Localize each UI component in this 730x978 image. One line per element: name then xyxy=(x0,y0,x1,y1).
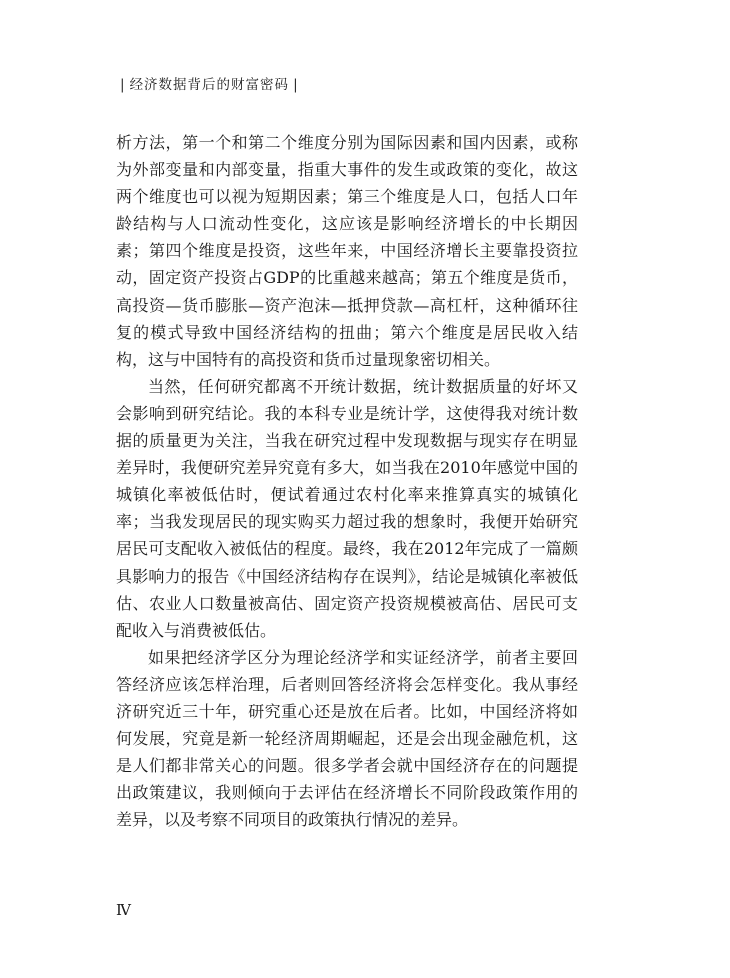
header-divider-left: | xyxy=(120,77,126,93)
paragraph-economics: 如果把经济学区分为理论经济学和实证经济学，前者主要回答经济应该怎样治理，后者则回答经济将会怎样变化。我从事经济研究近三十年，研究重心还是放在后者。比如，中国经济将如何发展，究竟是新一轮经济周期崛起，还是会出现金融危机，这是人们都非常关心的问题。很多学者会就中国经济存在的问题提出政策建议，我则倾向于去评估在经济增长不同阶段政策作用的差异，以及考察不同项目的政策执行情况的差异。 xyxy=(116,647,578,830)
paragraph-continuation: 析方法，第一个和第二个维度分别为国际因素和国内因素，或称为外部变量和内部变量，指重大事件的发生或政策的变化，故这两个维度也可以视为短期因素；第三个维度是人口，包括人口年龄结构与人口流动性变化，这应该是影响经济增长的中长期因素；第四个维度是投资，这些年来，中国经济增长主要靠投资拉动，固定资产投资占GDP的比重越来越高；第五个维度是货币，高投资—货币膨胀—资产泡沫—抵押贷款—高杠杆，这种循环往复的模式导致中国经济结构的扭曲；第六个维度是居民收入结构，这与中国特有的高投资和货币过量现象密切相关。 xyxy=(116,133,578,369)
running-header xyxy=(116,73,303,93)
body-text xyxy=(116,129,578,833)
paragraph-statistics: 当然，任何研究都离不开统计数据，统计数据质量的好坏又会影响到研究结论。我的本科专业是统计学，这使得我对统计数据的质量更为关注，当我在研究过程中发现数据与现实存在明显差异时，我便研究差异究竟有多大，如当我在2010年感觉中国的城镇化率被低估时，便试着通过农村化率来推算真实的城镇化率；当我发现居民的现实购买力超过我的想象时，我便开始研究居民可支配收入被低估的程度。最终，我在2012年完成了一篇颇具影响力的报告《中国经济结构存在误判》，结论是城镇化率被低估、农业人口数量被高估、固定资产投资规模被高估、居民可支配收入与消费被低估。 xyxy=(116,376,578,640)
header-divider-right: | xyxy=(293,77,299,93)
page-number: Ⅳ xyxy=(116,901,131,919)
book-title: 经济数据背后的财富密码 xyxy=(129,77,290,93)
